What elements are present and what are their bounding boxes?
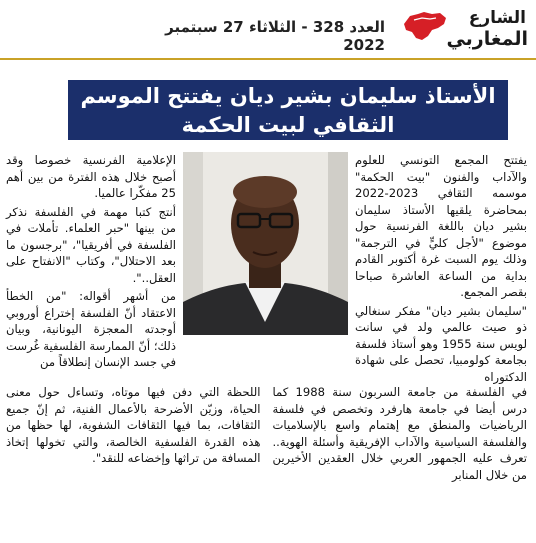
article-bottom-columns bbox=[6, 384, 527, 483]
issue-date-line: العدد 328 - الثلاثاء 27 سبتمبر 2022 bbox=[165, 18, 385, 54]
map-logo-icon bbox=[402, 10, 448, 44]
paragraph: يفتتح المجمع التونسي للعلوم والآداب والفنون "بيت الحكمة" موسمه الثقافي 2023-2022 بمحاضرة يلقيها الأستاذ سليمان بشير ديان باللغة الفرنسية حول موضوع "لأجل كليٍّ في الترجمة" وذلك يوم السبت غرة أكتوبر القادم بداية من الساعة العاشرة صباحا بقصر المجمع. bbox=[355, 153, 527, 299]
paragraph: أنتج كتبا مهمة في الفلسفة نذكر من بينها "حبر العلماء. تأملات في الفلسفة في أفريقيا"، "برجسون ما بعد الاحتلال"، وكتاب "الانفتاح على العقل..". bbox=[6, 204, 176, 285]
paragraph: "سليمان بشير ديان" مفكر سنغالي ذو صيت عالمي ولد في سانت لويس سنة 1955 وهو أستاذ فلسفة بجامعة كولومبيا، تحصل على شهادة الدكتوراه bbox=[355, 303, 527, 384]
logo-word-2: المغاربي bbox=[446, 28, 528, 50]
masthead bbox=[0, 0, 536, 60]
paragraph: اللحظة التي دفن فيها موتاه، وتساءل حول معنى الحياة، وزيّن الأضرحة بالأعمال الفنية، ثم إنّ جميع الثقافات، بما فيها الثقافات الشفوية، لها حظها من هذه القدرة الفلسفية الخالصة، والتي تخولها إتخاذ المسافة من تراثها وإخضاعه للنقد". bbox=[6, 385, 261, 465]
newspaper-logo bbox=[402, 6, 530, 52]
logo-word-1: الشارع bbox=[468, 8, 526, 28]
article-left-column bbox=[6, 152, 176, 373]
article-right-column bbox=[355, 152, 527, 387]
portrait-image bbox=[183, 152, 348, 335]
paragraph: من أشهر أقواله: "من الخطأ الاعتقاد أنّ الفلسفة إختراع أوروبي أوجدته المعجزة اليونانية، وبيان ذلك؛ أنّ الممارسة الفلسفية غُرست في جسد الإنسان إنطلاقاً من bbox=[6, 289, 176, 369]
paragraph: في الفلسفة من جامعة السربون سنة 1988 كما درس أيضا في جامعة هارفرد وتخصص في فلسفة الرياضيات والمنطق مع إهتمام واسع بالإسلاميات والفلسفة السياسية والآداب الإفريقية وأسئلة الهوية.. تعرف عليه الجمهور العربي خلال العقدين الأخيرين من خلال المنابر bbox=[272, 385, 527, 482]
author-portrait bbox=[183, 152, 348, 335]
paragraph: الإعلامية الفرنسية خصوصا وقد أصبح خلال هذه الفترة من بين أهم 25 مفكّرا عالميا. bbox=[6, 153, 176, 200]
article-headline: الأستاذ سليمان بشير ديان يفتتح الموسم الثقافي لبيت الحكمة bbox=[68, 80, 508, 140]
